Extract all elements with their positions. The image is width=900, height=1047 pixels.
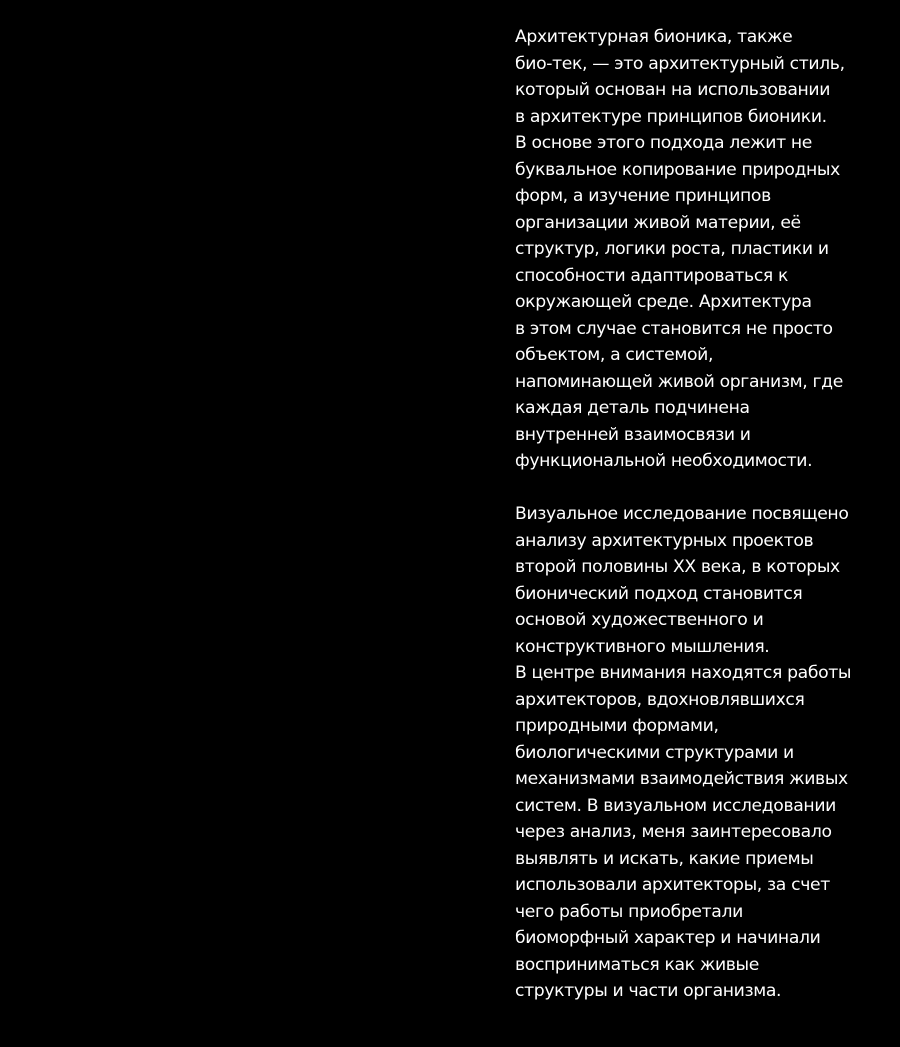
text-line: внутренней взаимосвязи и — [515, 424, 751, 445]
text-line: буквальное копирование природных — [515, 159, 840, 180]
text-line: форм, а изучение принципов — [515, 186, 771, 206]
text-line: природными формами, — [515, 716, 719, 736]
text-line: био-тек, — это архитектурный стиль, — [515, 53, 845, 74]
text-line: объектом, а системой, — [515, 345, 714, 365]
paragraph-spacer — [515, 475, 890, 502]
text-line: Визуальное исследование посвящено — [515, 504, 849, 524]
text-line: архитекторов, вдохновлявшихся — [515, 689, 805, 710]
text-line: анализу архитектурных проектов — [515, 530, 814, 551]
text-line: через анализ, меня заинтересовало — [515, 822, 832, 842]
text-line: механизмами взаимодействия живых — [515, 769, 848, 789]
text-line: использовали архитекторы, за счет — [515, 875, 830, 895]
text-line: второй половины XX века, в которых — [515, 557, 840, 577]
text-line: в архитектуре принципов бионики. — [515, 106, 827, 127]
text-line: напоминающей живой организм, где — [515, 371, 843, 392]
text-line: структуры и части организма. — [515, 981, 782, 1001]
text-line: восприниматься как живые — [515, 954, 759, 975]
text-line: функциональной необходимости. — [515, 451, 813, 471]
paragraph-visual-research — [515, 501, 890, 1005]
text-line: конструктивного мышления. — [515, 636, 770, 657]
text-line: систем. В визуальном исследовании — [515, 795, 836, 816]
text-line: структур, логики роста, пластики и — [515, 239, 829, 259]
text-line: Архитектурная бионика, также — [515, 27, 793, 47]
text-line: организации живой материи, её — [515, 212, 801, 233]
text-line: который основан на использовании — [515, 80, 831, 100]
text-line: окружающей среде. Архитектура — [515, 292, 812, 312]
text-line: В основе этого подхода лежит не — [515, 133, 812, 153]
text-line: основой художественного и — [515, 610, 764, 630]
text-line: способности адаптироваться к — [515, 265, 789, 286]
text-line: В центре внимания находятся работы — [515, 663, 852, 683]
text-line: каждая деталь подчинена — [515, 398, 750, 418]
paragraph-bionics-definition — [515, 24, 890, 475]
text-line: выявлять и искать, какие приемы — [515, 848, 814, 869]
text-line: чего работы приобретали — [515, 901, 743, 922]
text-line: биологическими структурами и — [515, 742, 794, 763]
text-line: биоморфный характер и начинали — [515, 928, 821, 948]
text-line: бионический подход становится — [515, 583, 803, 604]
text-column — [515, 24, 890, 1005]
text-line: в этом случае становится не просто — [515, 318, 833, 339]
